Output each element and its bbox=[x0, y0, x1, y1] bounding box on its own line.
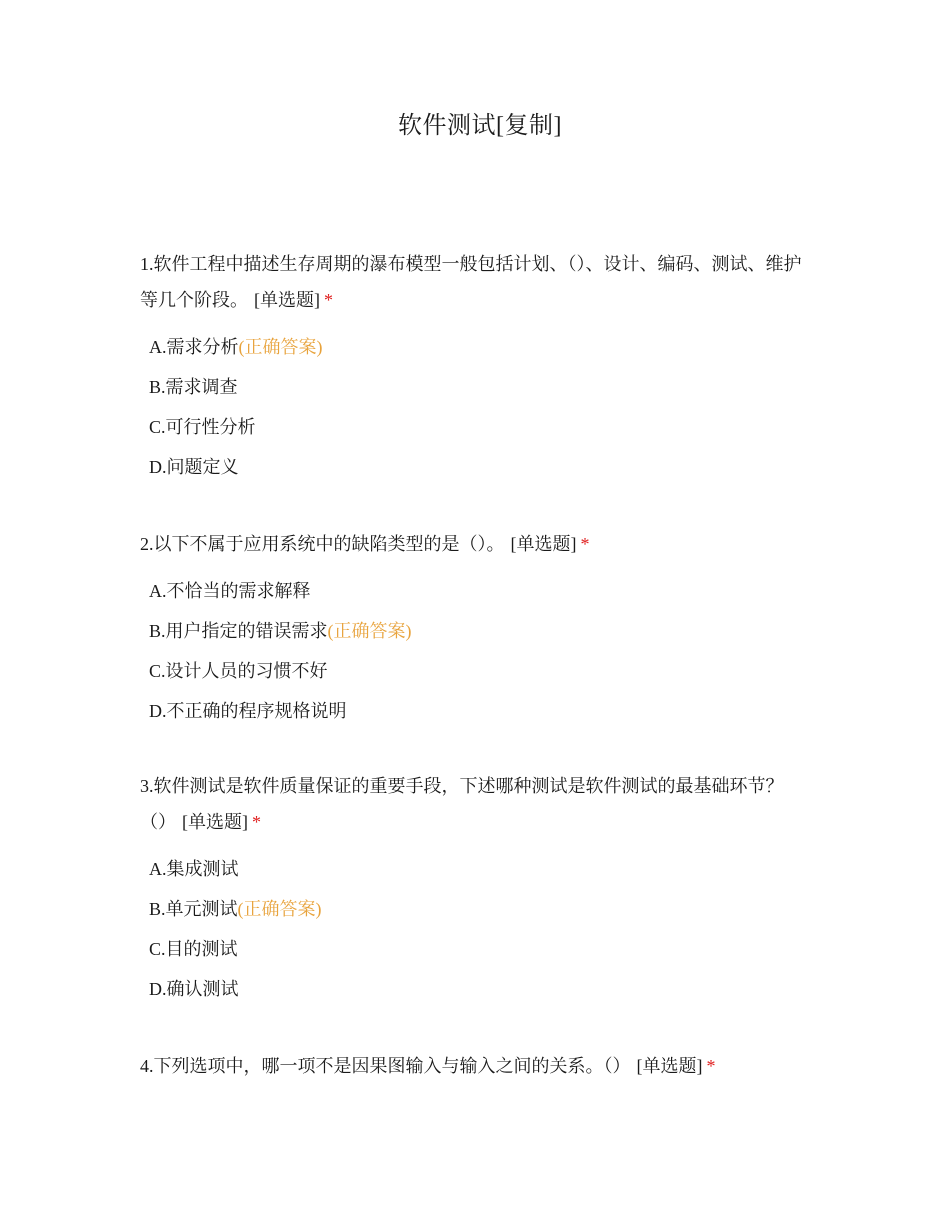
option-label: C.可行性分析 bbox=[149, 417, 256, 437]
question-text: 4.下列选项中，哪一项不是因果图输入与输入之间的关系。（） bbox=[140, 1056, 631, 1076]
option-label: B.用户指定的错误需求 bbox=[149, 621, 328, 641]
option-c[interactable] bbox=[149, 407, 810, 447]
question-text: 1.软件工程中描述生存周期的瀑布模型一般包括计划、（）、设计、编码、测试、维护等几个阶段。 bbox=[140, 254, 802, 310]
option-label: D.确认测试 bbox=[149, 979, 239, 999]
question-1 bbox=[140, 246, 810, 487]
options-list bbox=[140, 571, 810, 731]
required-mark: * bbox=[580, 534, 590, 554]
option-a[interactable] bbox=[149, 571, 810, 611]
option-b[interactable] bbox=[149, 367, 810, 407]
option-b[interactable] bbox=[149, 611, 810, 651]
option-label: D.问题定义 bbox=[149, 457, 239, 477]
required-mark: * bbox=[252, 812, 261, 832]
question-2-text bbox=[140, 526, 810, 562]
option-label: A.集成测试 bbox=[149, 859, 239, 879]
option-label: A.需求分析 bbox=[149, 337, 239, 357]
option-a[interactable] bbox=[149, 327, 810, 367]
correct-answer-tag: (正确答案) bbox=[327, 621, 412, 641]
correct-answer-tag: (正确答案) bbox=[237, 899, 322, 919]
option-label: B.需求调查 bbox=[149, 377, 238, 397]
question-3 bbox=[140, 768, 810, 1009]
required-mark: * bbox=[706, 1056, 716, 1076]
question-type: [单选题] bbox=[510, 534, 577, 554]
option-c[interactable] bbox=[149, 929, 810, 969]
question-text: 3.软件测试是软件质量保证的重要手段，下述哪种测试是软件测试的最基础环节？（） bbox=[140, 776, 784, 832]
question-4-text bbox=[140, 1048, 810, 1084]
option-a[interactable] bbox=[149, 849, 810, 889]
question-type: [单选题] bbox=[254, 290, 320, 310]
options-list bbox=[140, 327, 810, 487]
question-1-text bbox=[140, 246, 810, 318]
question-2 bbox=[140, 526, 810, 731]
option-d[interactable] bbox=[149, 969, 810, 1009]
option-label: C.设计人员的习惯不好 bbox=[149, 661, 328, 681]
option-label: D.不正确的程序规格说明 bbox=[149, 701, 347, 721]
option-c[interactable] bbox=[149, 651, 810, 691]
option-label: A.不恰当的需求解释 bbox=[149, 581, 311, 601]
question-4 bbox=[140, 1048, 810, 1084]
correct-answer-tag: (正确答案) bbox=[238, 337, 323, 357]
option-label: B.单元测试 bbox=[149, 899, 238, 919]
question-text: 2.以下不属于应用系统中的缺陷类型的是（）。 bbox=[140, 534, 505, 554]
option-label: C.目的测试 bbox=[149, 939, 238, 959]
options-list bbox=[140, 849, 810, 1009]
question-3-text bbox=[140, 768, 810, 840]
required-mark: * bbox=[324, 290, 333, 310]
option-b[interactable] bbox=[149, 889, 810, 929]
option-d[interactable] bbox=[149, 691, 810, 731]
question-type: [单选题] bbox=[182, 812, 248, 832]
question-type: [单选题] bbox=[636, 1056, 703, 1076]
option-d[interactable] bbox=[149, 447, 810, 487]
page-title: 软件测试[复制] bbox=[398, 113, 562, 139]
